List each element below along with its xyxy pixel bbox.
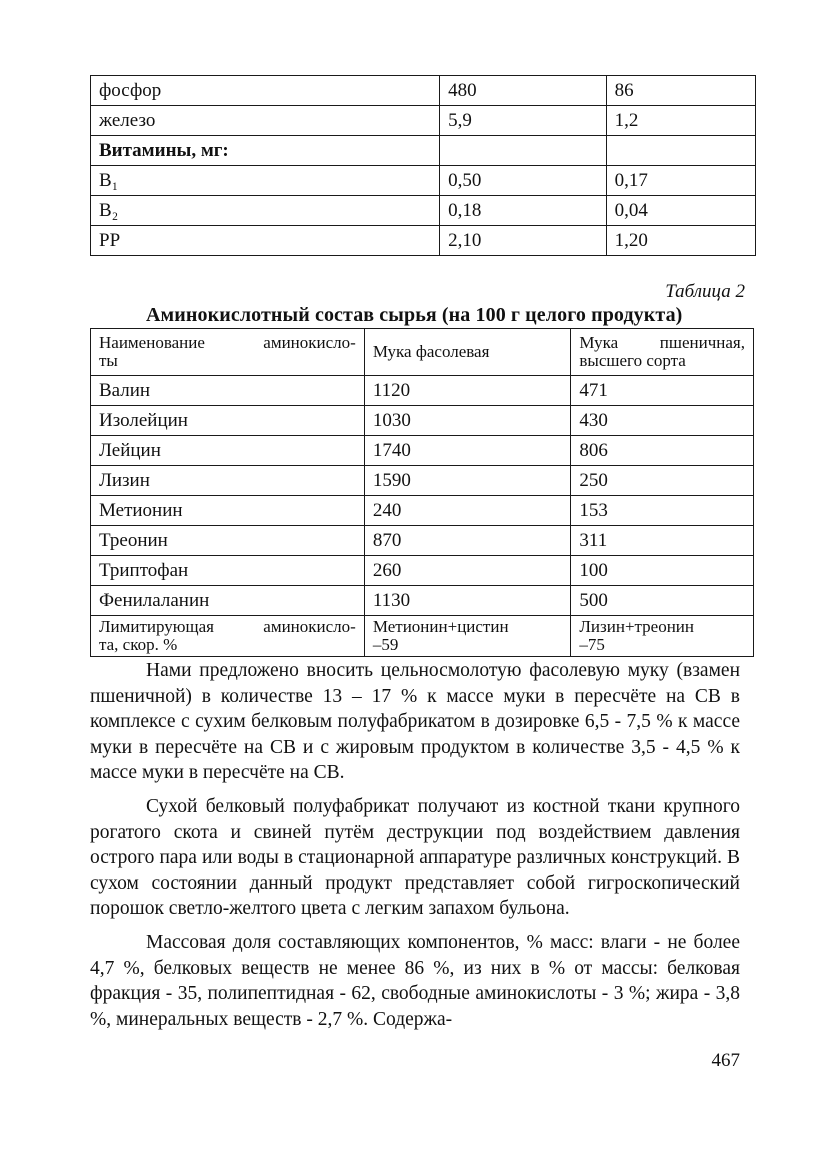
bean-flour-value: 1130 bbox=[364, 586, 571, 616]
header-line: Мука пшеничная, bbox=[579, 333, 745, 353]
body-text bbox=[90, 658, 740, 1040]
amino-acid-name: Изолейцин bbox=[91, 406, 365, 436]
table-row bbox=[91, 226, 756, 256]
amino-acid-name: Лейцин bbox=[91, 436, 365, 466]
paragraph: Сухой белковый полуфабрикат получают из костной ткани крупного рогатого скота и свиней путём деструкции под воздействием давления острого пара или воды в стационарной аппаратуре различных конструкций. В сухом состоянии данный продукт представляет собой гигроскопический порошок светло-желтого цвета с легким запахом бульона. bbox=[90, 795, 740, 920]
vitamins-heading: Витамины, мг: bbox=[91, 136, 440, 166]
nutrient-value-2: 0,17 bbox=[606, 166, 755, 196]
bean-flour-value: 1120 bbox=[364, 376, 571, 406]
amino-acid-name: Валин bbox=[91, 376, 365, 406]
nutrient-value-1: 5,9 bbox=[440, 106, 607, 136]
table-title: Аминокислотный состав сырья (на 100 г целого продукта) bbox=[146, 304, 683, 326]
bean-flour-value: 240 bbox=[364, 496, 571, 526]
footer-line: Лизин+треонин bbox=[579, 617, 695, 637]
footer-line: та, скор. % bbox=[99, 635, 178, 654]
nutrient-value-1: 480 bbox=[440, 76, 607, 106]
amino-acid-name: Треонин bbox=[91, 526, 365, 556]
wheat-flour-value: 471 bbox=[571, 376, 754, 406]
header-line: высшего сорта bbox=[579, 351, 686, 370]
nutrient-name: железо bbox=[91, 106, 440, 136]
header-wheat-flour bbox=[571, 329, 754, 376]
wheat-flour-value: 806 bbox=[571, 436, 754, 466]
nutrient-name: B₁ bbox=[91, 166, 440, 196]
table-row bbox=[91, 376, 754, 406]
table-row bbox=[91, 436, 754, 466]
table-row bbox=[91, 466, 754, 496]
table-row bbox=[91, 556, 754, 586]
footer-line: –75 bbox=[579, 635, 605, 654]
amino-acid-name: Фенилаланин bbox=[91, 586, 365, 616]
amino-acid-name: Лизин bbox=[91, 466, 365, 496]
bean-limiting-value bbox=[364, 616, 571, 657]
header-amino-acid-name bbox=[91, 329, 365, 376]
nutrient-value-2: 0,04 bbox=[606, 196, 755, 226]
nutrient-value-1: 0,50 bbox=[440, 166, 607, 196]
paragraph: Нами предложено вносить цельносмолотую фасолевую муку (взамен пшеничной) в количестве 13 – 17 % к массе муки в пересчёте на СВ в комплексе с сухим белковым полуфабрикатом в дозировке 6,5 - 7,5 % к массе муки в пересчёте на СВ и с жировым продуктом в количестве 3,5 - 4,5 % к массе муки в пересчёте на СВ. bbox=[90, 660, 740, 784]
table-row bbox=[91, 196, 756, 226]
table-row bbox=[91, 136, 756, 166]
wheat-flour-value: 100 bbox=[571, 556, 754, 586]
nutrients-table bbox=[90, 75, 756, 256]
wheat-flour-value: 250 bbox=[571, 466, 754, 496]
nutrient-value-2: 1,2 bbox=[606, 106, 755, 136]
table-row bbox=[91, 586, 754, 616]
footer-line: Лимитирующая аминокисло- bbox=[99, 617, 356, 637]
table-row bbox=[91, 496, 754, 526]
limiting-amino-acid-label bbox=[91, 616, 365, 657]
wheat-limiting-value bbox=[571, 616, 754, 657]
nutrient-value-1: 0,18 bbox=[440, 196, 607, 226]
table-header-row bbox=[91, 329, 754, 376]
nutrient-value-1 bbox=[440, 136, 607, 166]
wheat-flour-value: 311 bbox=[571, 526, 754, 556]
wheat-flour-value: 500 bbox=[571, 586, 754, 616]
bean-flour-value: 870 bbox=[364, 526, 571, 556]
wheat-flour-value: 153 bbox=[571, 496, 754, 526]
bean-flour-value: 1030 bbox=[364, 406, 571, 436]
amino-acid-table bbox=[90, 328, 754, 657]
nutrient-value-1: 2,10 bbox=[440, 226, 607, 256]
amino-acid-name: Метионин bbox=[91, 496, 365, 526]
nutrient-value-2: 1,20 bbox=[606, 226, 755, 256]
header-line: ты bbox=[99, 351, 118, 370]
amino-acid-name: Триптофан bbox=[91, 556, 365, 586]
table-footer-row bbox=[91, 616, 754, 657]
wheat-flour-value: 430 bbox=[571, 406, 754, 436]
table-row bbox=[91, 406, 754, 436]
table-row bbox=[91, 76, 756, 106]
bean-flour-value: 260 bbox=[364, 556, 571, 586]
bean-flour-value: 1590 bbox=[364, 466, 571, 496]
table-caption: Таблица 2 bbox=[665, 281, 745, 302]
table-row bbox=[91, 526, 754, 556]
footer-line: Метионин+цистин bbox=[372, 617, 509, 637]
page-number: 467 bbox=[711, 1050, 740, 1071]
footer-line: –59 bbox=[372, 635, 399, 654]
paragraph: Массовая доля составляющих компонентов, % масс: влаги - не более 4,7 %, белковых веществ не менее 86 %, из них в % от массы: белковая фракция - 35, полипептидная - 62, свободные аминокислоты - 3 %; жира - 3,8 %, минеральных веществ - 2,7 %. Содержа- bbox=[90, 931, 740, 1030]
nutrient-value-2 bbox=[606, 136, 755, 166]
nutrient-value-2: 86 bbox=[606, 76, 755, 106]
bean-flour-value: 1740 bbox=[364, 436, 571, 466]
header-line: Наименование аминокисло- bbox=[99, 333, 356, 353]
table-row bbox=[91, 166, 756, 196]
table-row bbox=[91, 106, 756, 136]
nutrient-name: фосфор bbox=[91, 76, 440, 106]
nutrient-name: PP bbox=[91, 226, 440, 256]
header-bean-flour: Мука фасолевая bbox=[364, 329, 571, 376]
nutrient-name: B₂ bbox=[91, 196, 440, 226]
